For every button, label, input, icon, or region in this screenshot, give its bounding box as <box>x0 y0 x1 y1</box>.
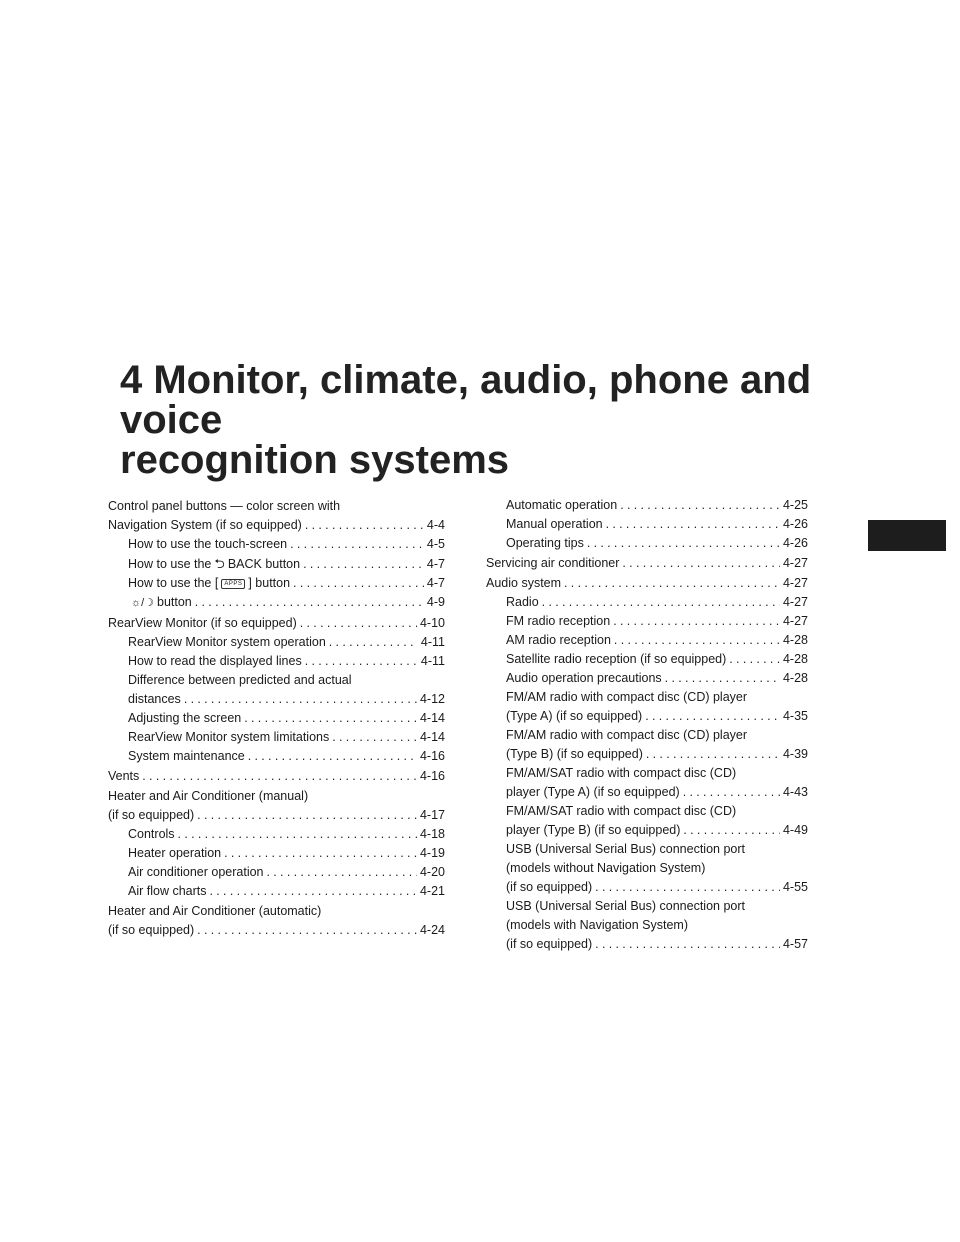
chapter-title <box>120 360 880 480</box>
toc-entry[interactable] <box>108 497 445 535</box>
toc-entry-text: RearView Monitor (if so equipped) <box>108 616 297 630</box>
dot-leader <box>329 633 418 652</box>
toc-page-number: 4-49 <box>782 823 808 837</box>
toc-page-number: 4-55 <box>782 880 808 894</box>
toc-entry-text: (if so equipped) <box>108 923 195 937</box>
dot-leader <box>587 534 780 553</box>
dot-leader <box>290 535 424 554</box>
toc-entry-text: (models without Navigation System) <box>506 861 706 875</box>
dot-leader <box>303 555 424 574</box>
toc-page-number: 4-26 <box>782 517 808 531</box>
toc-entry-text: Audio system <box>486 576 562 590</box>
toc-page-number: 4-12 <box>419 692 445 706</box>
toc-entry-text: Difference between predicted and actual <box>128 673 352 687</box>
toc-page-number: 4-43 <box>782 785 808 799</box>
toc-entry-text: Servicing air conditioner <box>486 556 620 570</box>
toc-entry[interactable] <box>108 671 445 709</box>
dot-leader <box>244 709 417 728</box>
toc-entry-text: System maintenance <box>128 749 245 763</box>
toc-entry-text: Operating tips <box>506 536 584 550</box>
toc-entry[interactable] <box>486 612 808 631</box>
toc-entry-text: Automatic operation <box>506 498 618 512</box>
toc-entry-text: How to read the displayed lines <box>128 654 302 668</box>
toc-page-number: 4-16 <box>419 749 445 763</box>
toc-entry-text: (Type B) (if so equipped) <box>506 747 643 761</box>
dot-leader <box>542 593 780 612</box>
toc-entry[interactable] <box>108 902 445 940</box>
toc-page-number: 4-7 <box>426 576 445 590</box>
toc-page-number: 4-26 <box>782 536 808 550</box>
toc-entry[interactable] <box>108 574 445 593</box>
toc-page-number: 4-19 <box>419 846 445 860</box>
toc-entry[interactable] <box>486 650 808 669</box>
toc-entry-text: How to use the [ APPS ] button <box>128 576 291 590</box>
toc-entry[interactable] <box>486 897 808 954</box>
dot-leader <box>683 783 780 802</box>
dot-leader <box>293 574 424 593</box>
dot-leader <box>195 593 424 612</box>
toc-entry-text: AM radio reception <box>506 633 611 647</box>
toc-entry-text: How to use the ⮌ BACK button <box>128 556 301 571</box>
toc-entry-text: player (Type A) (if so equipped) <box>506 785 680 799</box>
toc-entry-text: USB (Universal Serial Bus) connection port <box>506 842 745 856</box>
toc-page-number: 4-24 <box>419 923 445 937</box>
toc-page-number: 4-18 <box>419 827 445 841</box>
dot-leader <box>210 882 417 901</box>
toc-entry-text: FM radio reception <box>506 614 611 628</box>
dot-leader <box>178 825 417 844</box>
toc-entry[interactable] <box>108 863 445 882</box>
dot-leader <box>197 806 417 825</box>
toc-entry-text: (if so equipped) <box>108 808 195 822</box>
toc-entry[interactable] <box>486 574 808 593</box>
dot-leader <box>595 878 780 897</box>
toc-entry[interactable] <box>108 554 445 574</box>
toc-entry[interactable] <box>486 726 808 764</box>
toc-entry-text: Adjusting the screen <box>128 711 242 725</box>
toc-entry[interactable] <box>486 593 808 612</box>
dot-leader <box>620 496 780 515</box>
dot-leader <box>184 690 417 709</box>
toc-entry[interactable] <box>108 593 445 613</box>
toc-entry-text: Controls <box>128 827 175 841</box>
toc-entry-text: Heater operation <box>128 846 222 860</box>
dot-leader <box>305 652 418 671</box>
toc-entry-text: (if so equipped) <box>506 880 593 894</box>
toc-page-number: 4-9 <box>426 595 445 609</box>
toc-entry[interactable] <box>486 802 808 840</box>
dot-leader <box>683 821 780 840</box>
toc-entry[interactable] <box>486 688 808 726</box>
toc-entry-text: ☼/☽ button <box>128 593 192 613</box>
toc-entry-text: Satellite radio reception (if so equipped) <box>506 652 727 666</box>
toc-page-number: 4-35 <box>782 709 808 723</box>
toc-entry-text: How to use the touch-screen <box>128 537 288 551</box>
dot-leader <box>729 650 780 669</box>
toc-entry[interactable] <box>108 882 445 901</box>
dot-leader <box>197 921 417 940</box>
toc-entry[interactable] <box>108 614 445 633</box>
dot-leader <box>595 935 780 954</box>
dot-leader <box>622 554 780 573</box>
toc-page-number: 4-4 <box>426 518 445 532</box>
dot-leader <box>646 745 780 764</box>
dot-leader <box>613 612 780 631</box>
chapter-title-line-1: 4 Monitor, climate, audio, phone and voice <box>120 358 812 442</box>
toc-entry-text: (if so equipped) <box>506 937 593 951</box>
toc-page-number: 4-27 <box>782 595 808 609</box>
toc-page-number: 4-10 <box>419 616 445 630</box>
toc-entry-text: RearView Monitor system operation <box>128 635 326 649</box>
toc-page-number: 4-28 <box>782 633 808 647</box>
toc-entry-text: Navigation System (if so equipped) <box>108 518 302 532</box>
toc-page-number: 4-39 <box>782 747 808 761</box>
toc-page-number: 4-16 <box>419 769 445 783</box>
dot-leader <box>300 614 417 633</box>
toc-entry-text: FM/AM/SAT radio with compact disc (CD) <box>506 804 737 818</box>
toc-entry-text: USB (Universal Serial Bus) connection port <box>506 899 745 913</box>
toc-entry-text: FM/AM radio with compact disc (CD) player <box>506 690 748 704</box>
dot-leader <box>332 728 417 747</box>
dot-leader <box>614 631 780 650</box>
toc-entry[interactable] <box>486 534 808 553</box>
toc-entry-text: Control panel buttons — color screen with <box>108 499 341 513</box>
chapter-thumb-tab <box>868 520 946 551</box>
toc-entry[interactable] <box>108 652 445 671</box>
toc-entry-text: (models with Navigation System) <box>506 918 689 932</box>
toc-page-number: 4-27 <box>782 556 808 570</box>
toc-entry-text: Heater and Air Conditioner (manual) <box>108 789 309 803</box>
toc-page-number: 4-28 <box>782 671 808 685</box>
toc-page-number: 4-5 <box>426 537 445 551</box>
toc-entry-text: Manual operation <box>506 517 603 531</box>
toc-page-number: 4-11 <box>420 635 445 649</box>
toc-entry[interactable] <box>108 633 445 652</box>
dot-leader <box>645 707 780 726</box>
back-arrow-icon: ⮌ <box>214 556 225 571</box>
toc-page-number: 4-17 <box>419 808 445 822</box>
toc-entry-text: Audio operation precautions <box>506 671 662 685</box>
toc-page-number: 4-57 <box>782 937 808 951</box>
toc-page-number: 4-20 <box>419 865 445 879</box>
toc-entry-text: player (Type B) (if so equipped) <box>506 823 681 837</box>
toc-entry-text: (Type A) (if so equipped) <box>506 709 643 723</box>
toc-entry[interactable] <box>108 844 445 863</box>
dot-leader <box>564 574 780 593</box>
dot-leader <box>248 747 417 766</box>
toc-page-number: 4-27 <box>782 576 808 590</box>
toc-entry-text: RearView Monitor system limitations <box>128 730 330 744</box>
toc-entry-text: Radio <box>506 595 539 609</box>
dot-leader <box>305 516 424 535</box>
toc-entry[interactable] <box>108 767 445 786</box>
toc-entry[interactable] <box>486 840 808 897</box>
toc-entry[interactable] <box>108 535 445 554</box>
toc-left-column <box>108 496 445 940</box>
toc-entry[interactable] <box>486 515 808 534</box>
toc-entry[interactable] <box>108 787 445 825</box>
toc-entry[interactable] <box>486 669 808 688</box>
toc-page-number: 4-28 <box>782 652 808 666</box>
apps-icon: APPS <box>221 579 245 589</box>
toc-entry[interactable] <box>486 764 808 802</box>
toc-entry-text: FM/AM radio with compact disc (CD) player <box>506 728 748 742</box>
toc-page-number: 4-11 <box>420 654 445 668</box>
brightness-day-night-icon: ☼/☽ <box>131 597 154 609</box>
toc-entry-text: FM/AM/SAT radio with compact disc (CD) <box>506 766 737 780</box>
toc-page-number: 4-14 <box>419 730 445 744</box>
toc-entry[interactable] <box>108 747 445 766</box>
toc-entry-text: Heater and Air Conditioner (automatic) <box>108 904 322 918</box>
toc-entry[interactable] <box>486 631 808 650</box>
dot-leader <box>142 767 417 786</box>
toc-entry[interactable] <box>108 825 445 844</box>
toc-page-number: 4-14 <box>419 711 445 725</box>
dot-leader <box>224 844 417 863</box>
dot-leader <box>606 515 780 534</box>
toc-entry[interactable] <box>486 554 808 573</box>
dot-leader <box>267 863 417 882</box>
dot-leader <box>665 669 780 688</box>
toc-entry[interactable] <box>486 496 808 515</box>
toc-page-number: 4-27 <box>782 614 808 628</box>
toc-page-number: 4-7 <box>426 557 445 571</box>
toc-entry-text: Air flow charts <box>128 884 207 898</box>
toc-entry-text: distances <box>128 692 181 706</box>
toc-entry[interactable] <box>108 728 445 747</box>
toc-right-column <box>486 496 808 954</box>
toc-entry[interactable] <box>108 709 445 728</box>
toc-page-number: 4-21 <box>419 884 445 898</box>
toc-page-number: 4-25 <box>782 498 808 512</box>
toc-entry-text: Vents <box>108 769 140 783</box>
toc-entry-text: Air conditioner operation <box>128 865 264 879</box>
chapter-title-line-2: recognition systems <box>120 438 510 482</box>
